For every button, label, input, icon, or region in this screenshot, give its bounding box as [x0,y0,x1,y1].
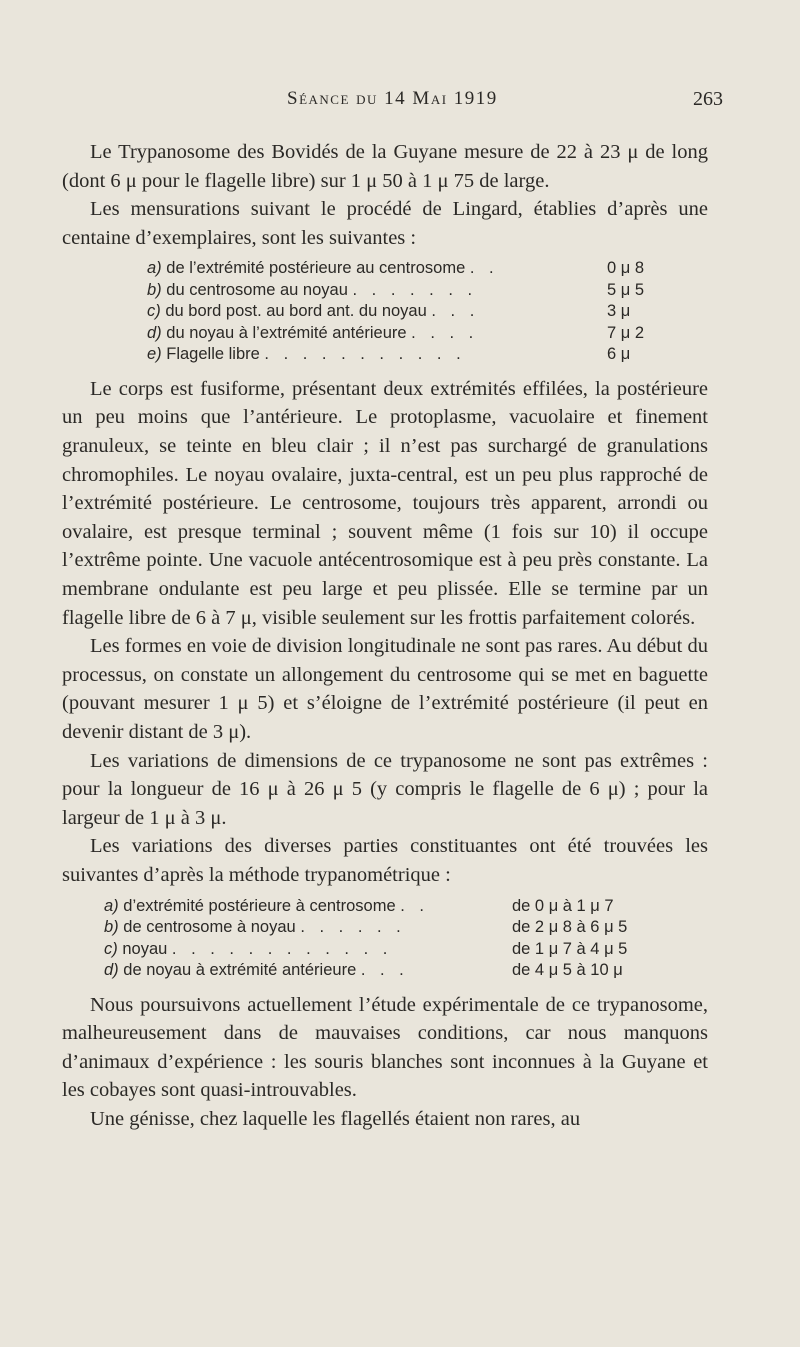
paragraph-5: Les variations de dimensions de ce trypanosome ne sont pas extrêmes : pour la longueur de 16 μ à 26 μ 5 (y compris le flagelle de 6 μ) ; pour la largeur de 1 μ à 3 μ. [62,749,708,829]
running-title: Séance du 14 Mai 1919 [287,88,498,109]
list-item: e) Flagelle libre . . . . . . . . . . . 6 μ [147,345,631,364]
paragraph-3: Le corps est fusiforme, présentant deux extrémités effilées, la postérieure un peu moins que l’antérieure. Le protoplasme, vacuolaire et finement granuleux, se teinte en bleu clair ; il n’est pas surchargé de granulations chromophiles. Le noyau ovalaire, juxta-central, est un peu plus rapproché de l’extrémité postérieure. Le centrosome, toujours très apparent, arrondi ou ovalaire, est presque terminal ; souvent même (1 fois sur 10) il occupe l’extrême pointe. Une vacuole antécentrosomique est à peu près constante. La membrane ondulante est peu large et peu plissée. Elle se termine par un flagelle libre de 6 à 7 μ, visible seulement sur les frottis parfaitement colorés. [62,377,708,629]
variations-list [62,896,708,982]
paragraph-6: Les variations des diverses parties constituantes ont été trouvées les suivantes d’après la méthode trypanométrique : [62,835,708,886]
paragraph-7: Nous poursuivons actuellement l’étude expérimentale de ce trypanosome, malheureusement dans de mauvaises conditions, car nous manquons d’animaux d’expérience : les souris blanches sont inconnues à la Guyane et les cobayes sont quasi-introuvables. [62,993,708,1102]
measurements-list [62,258,708,366]
list-item: d) du noyau à l’extrémité antérieure . . . . 7 μ 2 [147,323,645,342]
list-item: d) de noyau à extrémité antérieure . . . de 4 μ 5 à 10 μ [104,961,623,980]
paragraph-1: Le Trypanosome des Bovidés de la Guyane mesure de 22 à 23 μ de long (dont 6 μ pour le flagelle libre) sur 1 μ 50 à 1 μ 75 de large. [62,141,708,192]
list-item: b) de centrosome à noyau . . . . . . de 2 μ 8 à 6 μ 5 [104,918,628,937]
list-item: a) d’extrémité postérieure à centrosome . . de 0 μ à 1 μ 7 [104,896,614,915]
body-text [62,138,708,1134]
paragraph-2: Les mensurations suivant le procédé de Lingard, établies d’après une centaine d’exemplaires, sont les suivantes : [62,198,708,249]
list-item: c) noyau . . . . . . . . . . . . de 1 μ 7 à 4 μ 5 [104,939,628,958]
list-item: b) du centrosome au noyau . . . . . . . 5 μ 5 [147,280,645,299]
list-item: a) de l’extrémité postérieure au centrosome . . 0 μ 8 [147,259,645,278]
paragraph-8: Une génisse, chez laquelle les flagellés étaient non rares, au [90,1107,581,1130]
paragraph-4: Les formes en voie de division longitudinale ne sont pas rares. Au début du processus, on constate un allongement du centrosome qui se met en baguette (pouvant mesurer 1 μ 5) et s’éloigne de l’extrémité postérieure (il peut en devenir distant de 3 μ). [62,635,708,743]
list-item: c) du bord post. au bord ant. du noyau . . . 3 μ [147,302,631,321]
page-header [0,88,800,118]
page-number: 263 [693,88,723,110]
